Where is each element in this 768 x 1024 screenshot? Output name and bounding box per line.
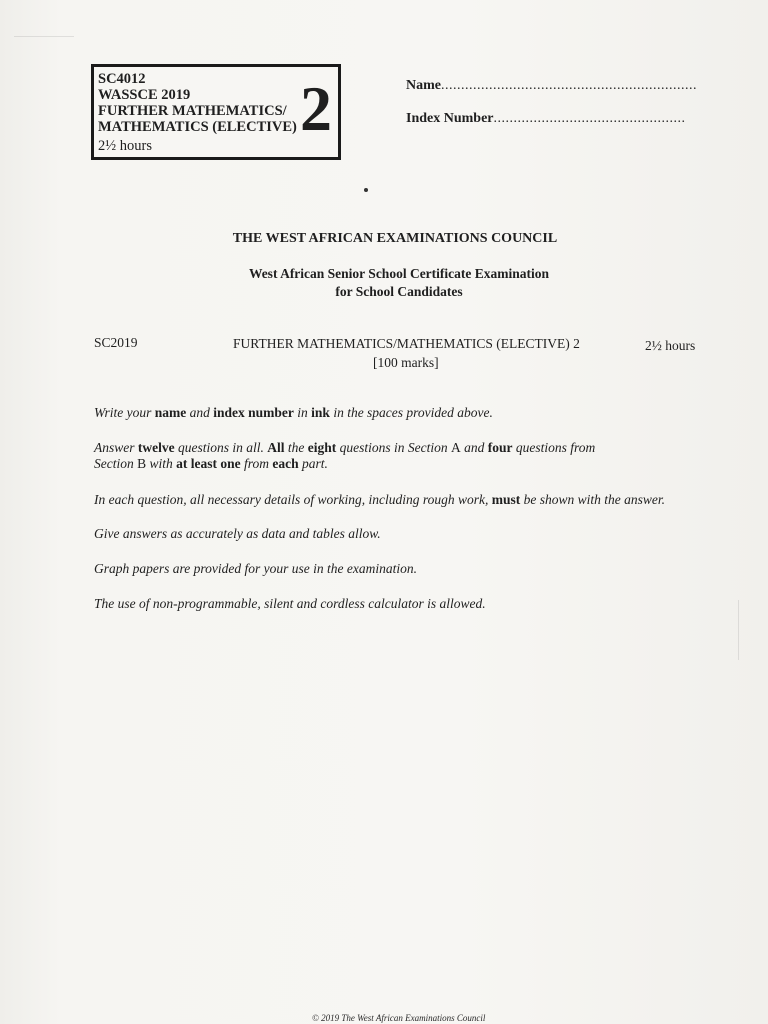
instruction-1: [94, 404, 493, 422]
instruction-5: Graph papers are provided for your use in the examination.: [94, 561, 417, 576]
text: Write your: [94, 405, 155, 420]
instruction-4: Give answers as accurately as data and tables allow.: [94, 526, 381, 541]
paper-code: SC4012: [98, 71, 146, 87]
name-field[interactable]: [406, 78, 697, 94]
text-bold: at least one: [176, 456, 241, 471]
text: part.: [298, 456, 328, 471]
subject-line-1: FURTHER MATHEMATICS/: [98, 103, 287, 119]
text: B: [137, 456, 147, 471]
duration: 2½ hours: [98, 138, 152, 154]
text: In each question, all necessary details of working, including rough work,: [94, 492, 492, 507]
text: questions in all.: [174, 440, 268, 455]
text-bold: each: [272, 456, 299, 471]
paper-row-duration: 2½ hours: [645, 338, 696, 353]
scan-artifact: [14, 36, 74, 37]
scan-dot: [364, 188, 368, 192]
index-dots: ................................................: [493, 111, 686, 126]
copyright-footer: © 2019 The West African Examinations Council: [312, 1013, 486, 1023]
paper-number: 2: [300, 73, 332, 144]
text-bold: twelve: [137, 440, 175, 455]
text-bold: All: [267, 440, 285, 455]
text-bold: name: [154, 405, 187, 420]
name-dots: ................................................................: [441, 78, 697, 93]
text: from: [240, 456, 273, 471]
text: questions from: [512, 440, 596, 455]
exam-subtitle: for School Candidates: [335, 284, 463, 299]
instruction-3: [94, 491, 665, 509]
exam-title: West African Senior School Certificate Examination: [248, 266, 550, 281]
council-heading: THE WEST AFRICAN EXAMINATIONS COUNCIL: [232, 231, 558, 246]
text-bold: ink: [311, 405, 330, 420]
text: be shown with the answer.: [520, 492, 665, 507]
paper-row-marks: [100 marks]: [373, 355, 439, 370]
scan-artifact: [738, 600, 739, 660]
paper-code-box: [91, 64, 341, 160]
text: Answer: [94, 440, 138, 455]
paper-row-subject: FURTHER MATHEMATICS/MATHEMATICS (ELECTIVE) 2: [233, 336, 580, 351]
text: in: [293, 405, 312, 420]
text-bold: eight: [307, 440, 337, 455]
text: and: [186, 405, 214, 420]
text: A: [451, 440, 461, 455]
text: with: [146, 456, 177, 471]
exam-year: WASSCE 2019: [98, 87, 191, 103]
text: Section: [94, 456, 138, 471]
text: questions in Section: [336, 440, 452, 455]
text-bold: four: [487, 440, 513, 455]
index-number-field[interactable]: [406, 111, 686, 127]
index-label: Index Number: [406, 111, 494, 126]
paper-row-code: SC2019: [94, 335, 138, 350]
instruction-6: The use of non-programmable, silent and cordless calculator is allowed.: [94, 596, 486, 611]
text-bold: index number: [213, 405, 294, 420]
instruction-2-line-2: [94, 455, 328, 473]
name-label: Name: [406, 78, 441, 93]
text: and: [460, 440, 488, 455]
subject-line-2: MATHEMATICS (ELECTIVE): [98, 119, 297, 135]
text: the: [284, 440, 308, 455]
text-bold: must: [491, 492, 521, 507]
text: in the spaces provided above.: [329, 405, 493, 420]
